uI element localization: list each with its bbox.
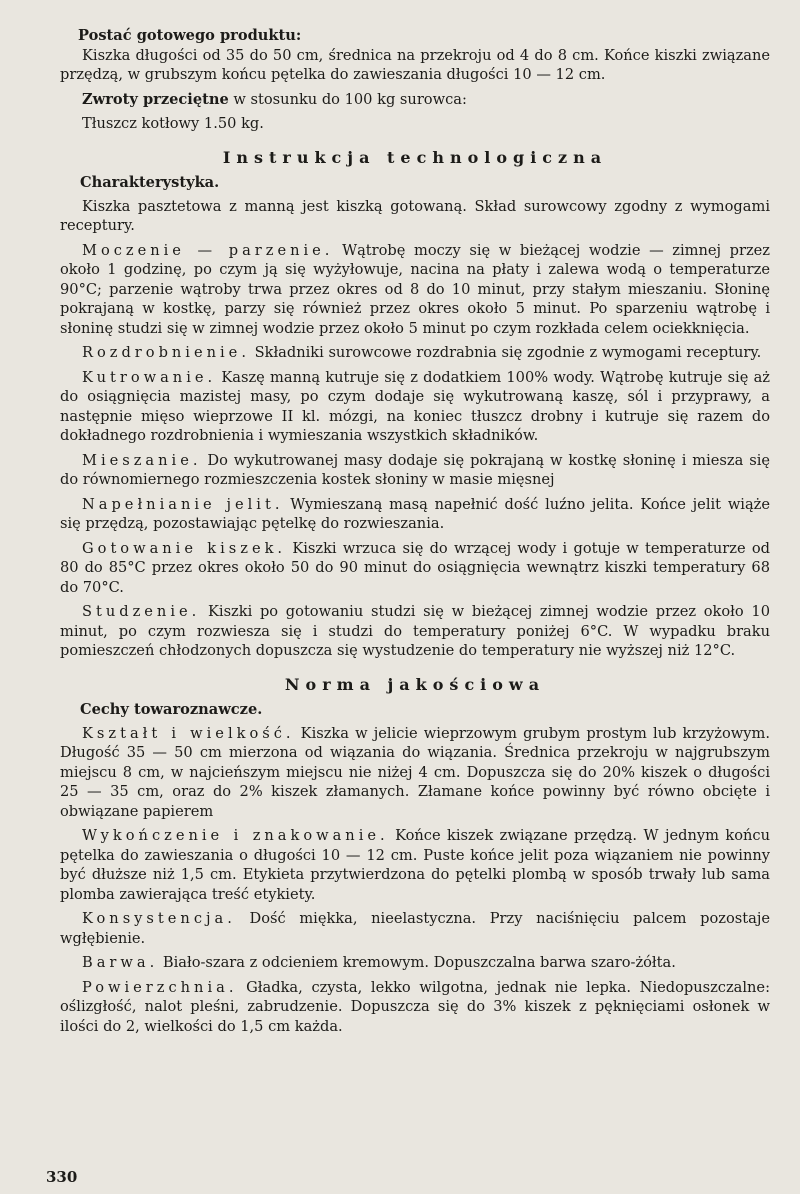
step-cooking-text: Kiszki wrzuca się do wrzącej wody i gotuje w temperaturze od 80 do 85°C przez okres około 50 do 90 minut do osiągnięcia wewnątrz kiszki temperatury 68 do 70°C.: [60, 539, 770, 596]
quality-consistency: [60, 909, 770, 948]
step-cutting-text: Kaszę manną kutruje się z dodatkiem 100% wody. Wątrobę kutruje się aż do osiągnięcia mazistej masy, po czym dodaje się wykutrowaną kaszę, sól i przyprawy, a następnie mięso wieprzowe II kl. mózgi, na koniec tłuszcz drobny i kutruje się razem do dokładnego rozdrobnienia i wymieszania wszystkich składników.: [60, 368, 770, 444]
quality-consistency-text: Dość miękka, nieelastyczna. Przy naciśnięciu palcem pozostaje wgłębienie.: [60, 910, 770, 947]
section-title-quality: Norma jakościowa: [284, 674, 546, 694]
step-filling-text: Wymieszaną masą napełnić dość luźno jelita. Końce jelit wiąże się przędzą, pozostawiając pętelkę do rozwieszania.: [60, 495, 771, 532]
step-cutting: [60, 368, 770, 446]
step-cooling-text: Kiszki po gotowaniu studzi się w bieżącej zimnej wodzie przez około 10 minut, po czym rozwiesza się i studzi do temperatury poniżej 6°C. W wypadku braku pomieszczeń chłodzonych dopuszcza się wystudzenie do temperatury nie wyższej niż 12°C.: [60, 603, 770, 659]
quality-surface: [60, 978, 770, 1037]
section-title-technology: Instrukcja technologiczna: [222, 147, 608, 167]
product-form-heading: Postać gotowego produktu:: [78, 27, 302, 44]
step-cooking: [60, 539, 770, 598]
step-filling: [60, 495, 770, 534]
step-cutting-head: Kutrowanie.: [82, 368, 217, 386]
page-number: 330: [46, 1168, 78, 1186]
quality-shape: [60, 724, 770, 822]
quality-finishing-text: Końce kiszek związane przędzą. W jednym końcu pętelka do zawieszania o długości 10 — 12 cm. Puste końce jelit poza wiązaniem nie powinny być dłuższe niż 1,5 cm. Etykieta przytwierdzona do pętelki plombą w sposób trwały lub sama plomba zawierająca treść etykiety.: [60, 827, 770, 903]
returns-heading: Zwroty przeciętne: [82, 90, 229, 108]
quality-surface-text: Gładka, czysta, lekko wilgotna, jednak nie lepka. Niedopuszczalne: oślizgłość, nalot pleśni, zabrudzenie. Dopuszcza się do 3% kiszek z pęknięciami osłonek w ilości do 2, wielkości do 1,5 cm każda.: [60, 978, 770, 1035]
step-mixing-head: Mieszanie.: [82, 451, 202, 469]
features-heading: Cechy towaroznawcze.: [80, 701, 263, 718]
quality-color-text: Biało-szara z odcieniem kremowym. Dopuszczalna barwa szaro-żółta.: [158, 954, 676, 971]
step-cooling-head: Studzenie.: [82, 603, 201, 620]
step-grinding: [60, 343, 770, 363]
quality-surface-head: Powierzchnia.: [82, 978, 238, 996]
quality-consistency-head: Konsystencja.: [82, 910, 236, 927]
returns-paragraph: [60, 90, 770, 110]
step-mixing-text: Do wykutrowanej masy dodaje się pokrajaną w kostkę słoninę i miesza się do równomiernego rozmieszczenia kostek słoniny w masie mięsnej: [60, 451, 770, 488]
step-filling-head: Napełnianie jelit.: [82, 495, 284, 513]
step-soaking-head: Moczenie — parzenie.: [82, 241, 334, 259]
step-cooling: [60, 602, 770, 661]
step-cooking-head: Gotowanie kiszek.: [82, 539, 287, 557]
quality-color: [60, 953, 770, 973]
returns-text: Tłuszcz kotłowy 1.50 kg.: [82, 115, 264, 132]
quality-shape-text: Kiszka w jelicie wieprzowym grubym prostym lub krzyżowym. Długość 35 — 50 cm mierzona od wiązania do wiązania. Średnica przekroju w najgrubszym miejscu 8 cm, w najcieńszym miejscu nie niżej 4 cm. Dopuszcza się do 20% kiszek o długości 25 — 35 cm, oraz do 2% kiszek złamanych. Złamane końce powinny być równo obcięte i obwiązane papierem: [60, 724, 770, 820]
step-mixing: [60, 451, 770, 490]
page-content: [60, 26, 770, 1041]
returns-heading-rest: w stosunku do 100 kg surowca:: [228, 90, 467, 108]
characteristics-heading: Charakterystyka.: [80, 174, 220, 191]
characteristics-text: Kiszka pasztetowa z manną jest kiszką gotowaną. Skład surowcowy zgodny z wymogami receptury.: [60, 197, 770, 234]
quality-finishing: [60, 826, 770, 904]
product-form-text: Kiszka długości od 35 do 50 cm, średnica na przekroju od 4 do 8 cm. Końce kiszki związane przędzą, w grubszym końcu pętelka do zawieszania długości 10 — 12 cm.: [60, 46, 770, 83]
quality-shape-head: Kształt i wielkość.: [82, 724, 295, 742]
step-grinding-head: Rozdrobnienie.: [82, 344, 250, 361]
quality-finishing-head: Wykończenie i znakowanie.: [82, 827, 389, 844]
step-grinding-text: Składniki surowcowe rozdrabnia się zgodnie z wymogami receptury.: [249, 344, 762, 361]
step-soaking-text: Wątrobę moczy się w bieżącej wodzie — zimnej przez około 1 godzinę, po czym ją się wyżyłowuje, nacina na płaty i zalewa wodą o temperaturze 90°C; parzenie wątroby trwa przez okres od 8 do 10 minut, przy stałym mieszaniu. Słoninę pokrajaną w kostkę, parzy się również przez okres około 5 minut. Po sparzeniu wątrobę i słoninę studzi się w zimnej wodzie przez około 5 minut po czym rozkłada celem ociekknięcia.: [60, 241, 770, 337]
quality-color-head: Barwa.: [82, 954, 159, 971]
step-soaking: [60, 241, 770, 339]
